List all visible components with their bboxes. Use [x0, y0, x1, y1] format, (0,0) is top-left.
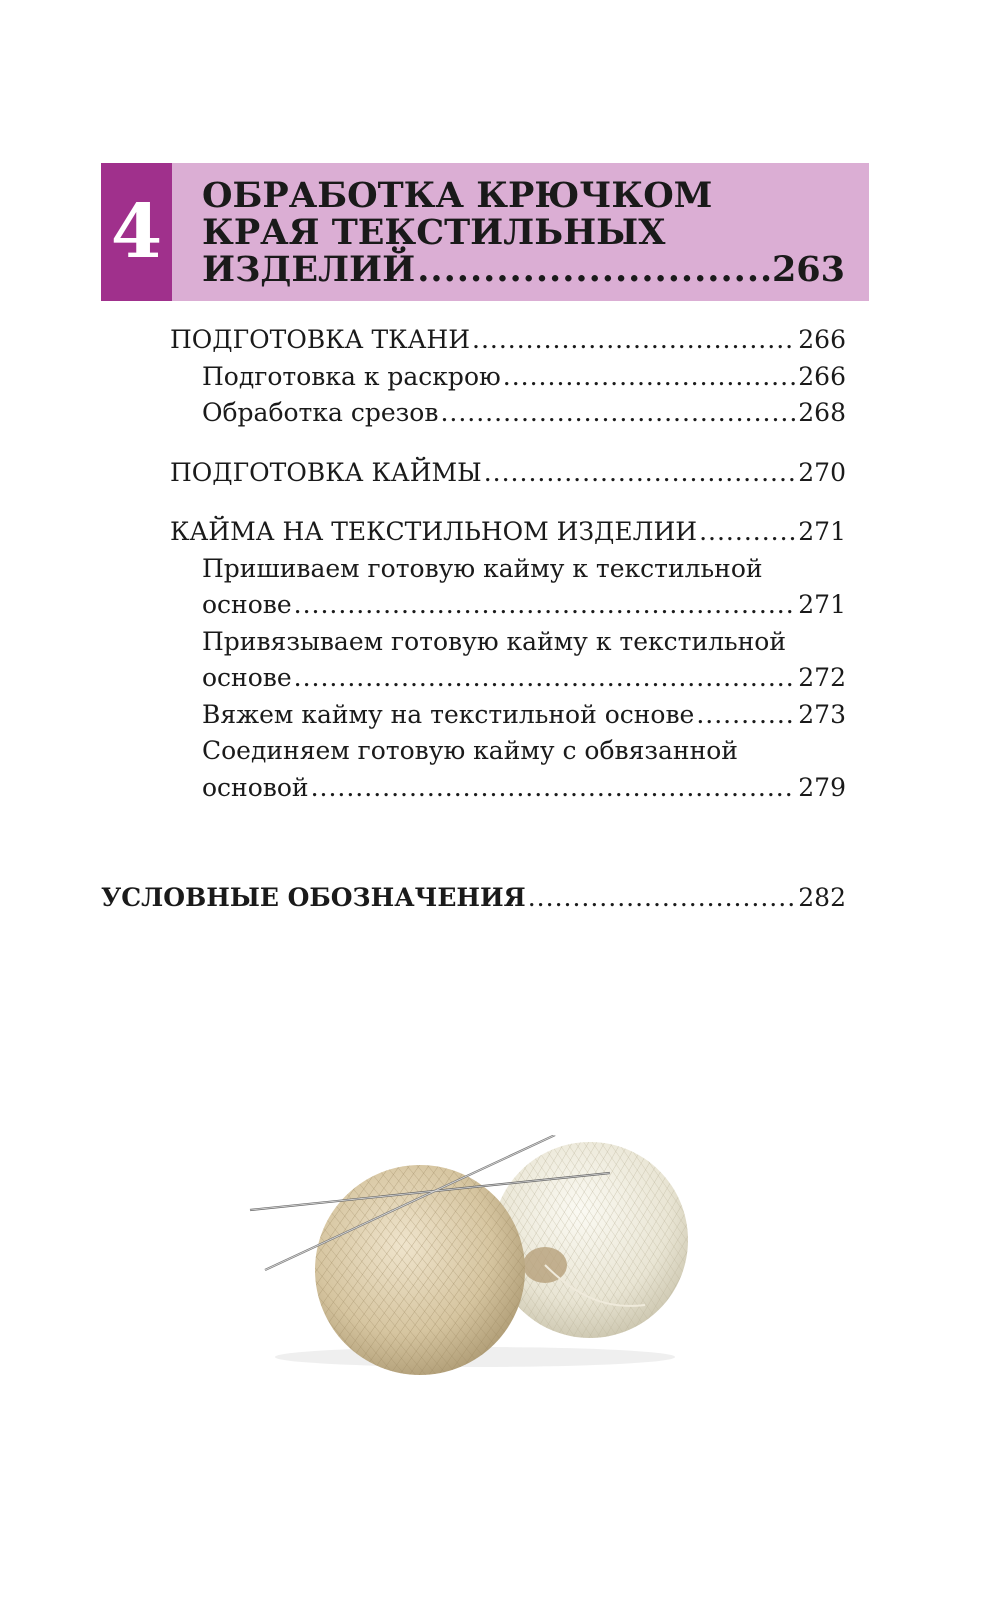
toc-page-number: 266: [798, 361, 846, 391]
dot-leader: [294, 660, 797, 697]
toc-section-fabric-preparation[interactable]: [170, 322, 846, 359]
toc-item-title: Подготовка к раскрою: [202, 361, 501, 391]
toc-appendix-symbols[interactable]: [101, 880, 846, 916]
toc-section-title: КАЙМА НА ТЕКСТИЛЬНОМ ИЗДЕЛИИ: [170, 517, 698, 546]
yarn-balls-icon: [245, 1135, 715, 1375]
toc-page-number: 271: [798, 590, 846, 619]
dot-leader: [484, 455, 797, 492]
toc-item-knit-trim-on-base[interactable]: [170, 697, 846, 734]
dot-leader: [472, 322, 796, 359]
dot-leader: [699, 514, 796, 551]
chapter-page-number: 263: [771, 249, 845, 290]
toc-item-title: Вяжем кайму на текстильной основе: [202, 699, 695, 729]
toc-section-title: ПОДГОТОВКА ТКАНИ: [170, 325, 470, 354]
toc-item-sew-on-trim[interactable]: [170, 551, 846, 624]
toc-item-title-line-1: Привязываем готовую кайму к текстильной: [202, 626, 787, 656]
chapter-heading: [101, 163, 869, 301]
appendix-title: УСЛОВНЫЕ ОБОЗНАЧЕНИЯ: [101, 883, 526, 912]
toc-item-title-line-2: основой: [202, 772, 309, 802]
dot-leader: [696, 697, 796, 734]
toc-item-tie-on-trim[interactable]: [170, 624, 846, 697]
chapter-title-line-3: ИЗДЕЛИЙ: [202, 249, 416, 290]
toc-item-title-line-2: основе: [202, 590, 292, 619]
dot-leader: [294, 587, 797, 624]
chapter-title-line-2: КРАЯ ТЕКСТИЛЬНЫХ: [202, 212, 666, 253]
toc-section-title: ПОДГОТОВКА КАЙМЫ: [170, 457, 482, 487]
dot-leader: [417, 251, 770, 288]
toc-page-number: 273: [798, 699, 846, 729]
toc-page-number: 271: [798, 517, 846, 546]
toc-page-number: 272: [798, 663, 846, 692]
toc-page-number: 266: [798, 325, 846, 354]
toc-item-join-trim-with-base[interactable]: [170, 733, 846, 806]
toc-item-edge-finishing[interactable]: [170, 395, 846, 432]
spacer: [170, 432, 846, 455]
dot-leader: [440, 395, 796, 432]
toc-section-trim-on-textile[interactable]: [170, 514, 846, 551]
toc-item-title: Обработка срезов: [202, 398, 439, 427]
chapter-title-line-1: ОБРАБОТКА КРЮЧКОМ: [202, 175, 713, 216]
toc-page-number: 268: [798, 398, 846, 427]
toc-page-number: 270: [798, 457, 846, 487]
dot-leader: [528, 880, 797, 916]
toc-page-number: 279: [798, 772, 846, 802]
dot-leader: [503, 359, 797, 396]
toc-item-title-line-1: Соединяем готовую кайму с обвязанной: [202, 736, 738, 765]
table-of-contents: [170, 322, 846, 806]
toc-section-trim-preparation[interactable]: [170, 455, 846, 492]
toc-item-title-line-1: Пришиваем готовую кайму к текстильной: [202, 553, 763, 583]
chapter-title[interactable]: [172, 163, 869, 301]
dot-leader: [311, 770, 797, 807]
appendix-page-number: 282: [798, 883, 846, 912]
toc-item-cutting-preparation[interactable]: [170, 359, 846, 396]
chapter-number: 4: [101, 163, 172, 301]
toc-item-title-line-2: основе: [202, 663, 292, 692]
spacer: [170, 491, 846, 514]
